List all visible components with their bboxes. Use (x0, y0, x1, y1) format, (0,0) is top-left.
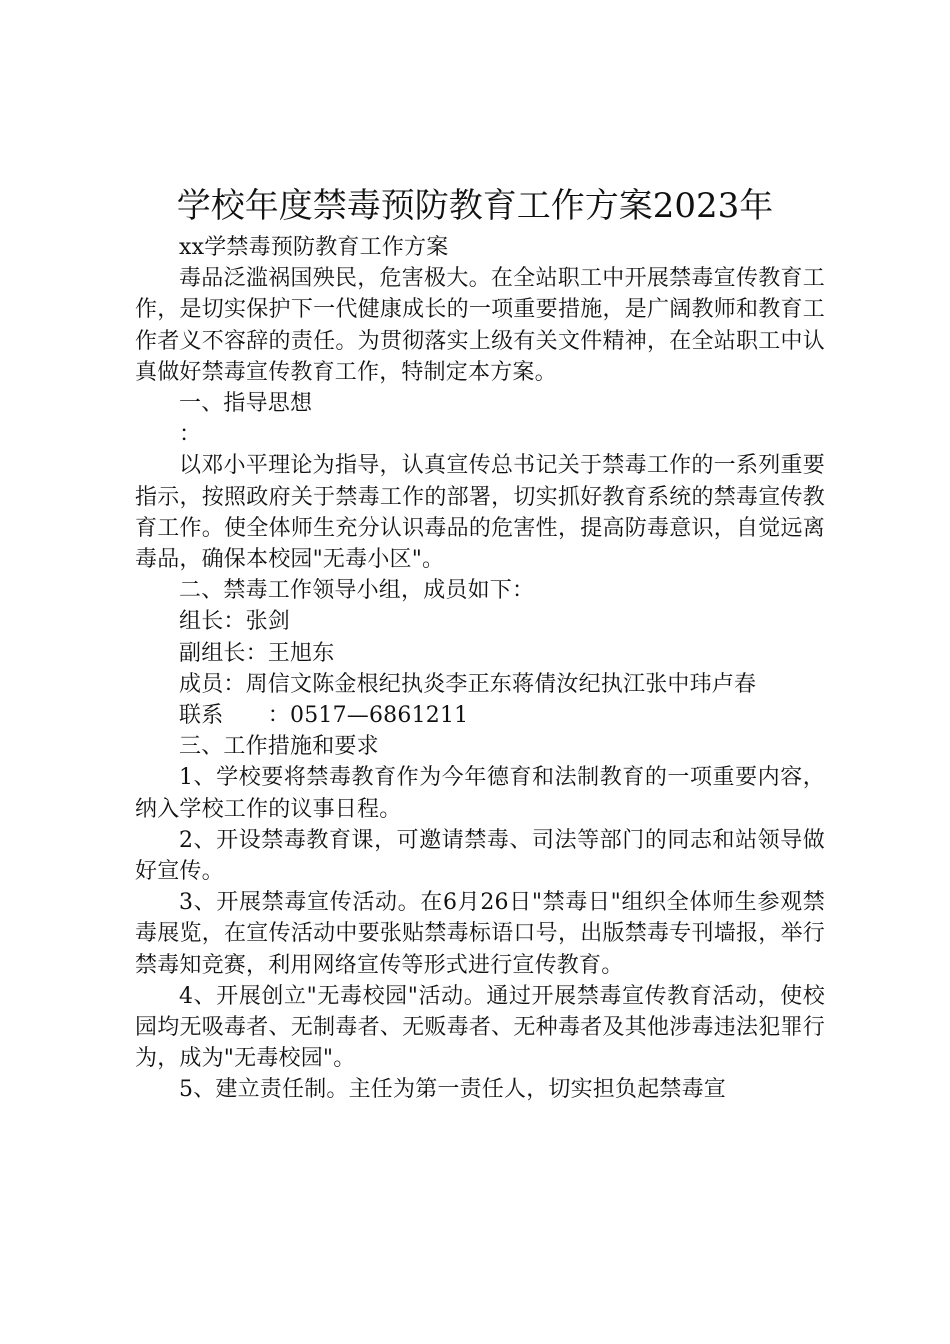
measure-paragraph: 1、学校要将禁毒教育作为今年德育和法制教育的一项重要内容，纳入学校工作的议事日程。 (135, 765, 825, 822)
measure-paragraph: 5、建立责任制。主任为第一责任人，切实担负起禁毒宣 (179, 1077, 726, 1103)
document-body (135, 232, 825, 1106)
leader-line: 组长：张剑 (179, 609, 291, 635)
members-paragraph: 成员：周信文陈金根纪执炎李正东蒋倩汝纪执江张中玮卢春 (179, 671, 757, 697)
subtitle-paragraph: xx学禁毒预防教育工作方案 (179, 235, 449, 260)
section1-colon: ： (179, 422, 202, 448)
document-title: 学校年度禁毒预防教育工作方案2023年 (176, 186, 774, 226)
deputy-leader-line: 副组长：王旭东 (179, 640, 335, 666)
measure-paragraph: 2、开设禁毒教育课，可邀请禁毒、司法等部门的同志和站领导做好宣传。 (135, 827, 825, 885)
measure-paragraph: 4、开展创立"无毒校园"活动。通过开展禁毒宣传教育活动，使校园均无吸毒者、无制毒者、无贩毒者、无种毒者及其他涉毒违法犯罪行为，成为"无毒校园"。 (135, 983, 825, 1072)
measure-paragraph: 3、开展禁毒宣传活动。在6月26日"禁毒日"组织全体师生参观禁毒展览，在宣传活动中要张贴禁毒标语口号，出版禁毒专刊墙报，举行禁毒知竞赛，利用网络宣传等形式进行宣传教育。 (135, 890, 825, 978)
section1-paragraph: 以邓小平理论为指导，认真宣传总书记关于禁毒工作的一系列重要指示，按照政府关于禁毒工作的部署，切实抓好教育系统的禁毒宣传教育工作。使全体师生充分认识毒品的危害性，提高防毒意识，自觉远离毒品，确保本校园"无毒小区"。 (135, 453, 825, 573)
section1-heading: 一、指导思想 (179, 391, 313, 417)
contact-line: 联系 ：0517—6861211 (179, 703, 469, 729)
section2-heading: 二、禁毒工作领导小组，成员如下： (179, 578, 535, 604)
section3-heading: 三、工作措施和要求 (179, 734, 379, 760)
intro-paragraph: 毒品泛滥祸国殃民，危害极大。在全站职工中开展禁毒宣传教育工作，是切实保护下一代健康成长的一项重要措施，是广阔教师和教育工作者义不容辞的责任。为贯彻落实上级有关文件精神，在全站职工中认真做好禁毒宣传教育工作，特制定本方案。 (135, 266, 825, 385)
